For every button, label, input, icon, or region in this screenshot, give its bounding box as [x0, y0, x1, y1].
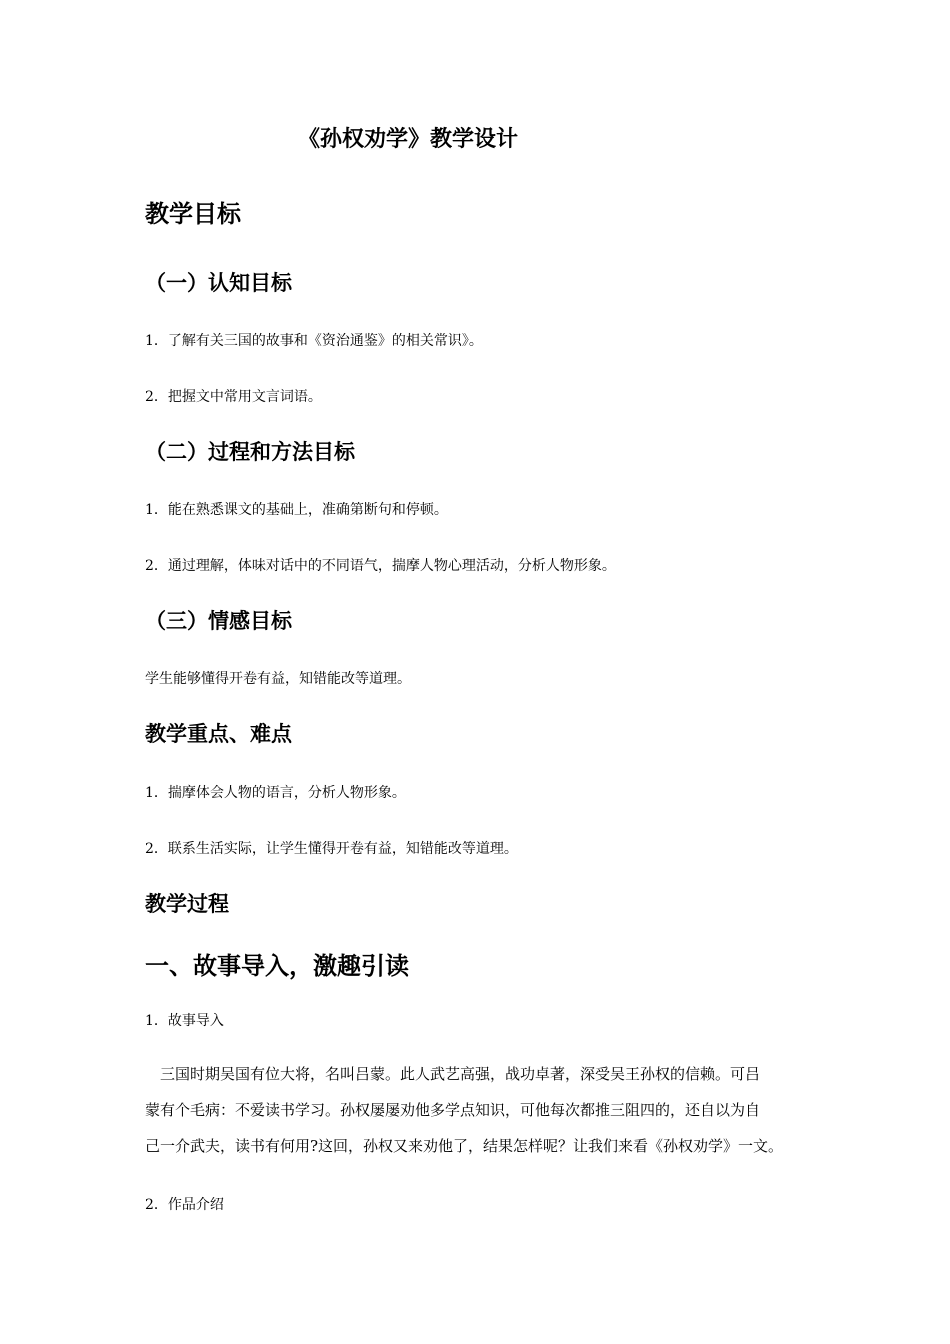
heading-part-one: 一、故事导入，激趣引读 — [145, 952, 409, 980]
document-title: 《孙权劝学》教学设计 — [298, 127, 519, 152]
process-method-item-1: 1．能在熟悉课文的基础上，准确第断句和停顿。 — [145, 502, 448, 518]
cognitive-item-2: 2．把握文中常用文言词语。 — [145, 389, 322, 405]
cognitive-item-1: 1．了解有关三国的故事和《资治通鉴》的相关常识》。 — [145, 333, 483, 349]
heading-objectives: 教学目标 — [145, 200, 241, 228]
story-line-1: 三国时期吴国有位大将，名叫吕蒙。此人武艺高强，战功卓著，深受吴王孙权的信赖。可吕 — [145, 1065, 761, 1083]
work-intro-label: 2．作品介绍 — [145, 1197, 224, 1213]
heading-emotion: （三）情感目标 — [145, 609, 292, 633]
key-point-item-2: 2．联系生活实际，让学生懂得开卷有益，知错能改等道理。 — [145, 841, 518, 857]
process-method-item-2: 2．通过理解，体味对话中的不同语气，揣摩人物心理活动，分析人物形象。 — [145, 558, 616, 574]
emotion-text: 学生能够懂得开卷有益，知错能改等道理。 — [145, 671, 411, 687]
story-line-3: 己一介武夫，读书有何用?这回，孙权又来劝他了，结果怎样呢？让我们来看《孙权劝学》一文。 — [145, 1137, 784, 1155]
key-point-item-1: 1．揣摩体会人物的语言，分析人物形象。 — [145, 785, 406, 801]
heading-teaching-process: 教学过程 — [145, 892, 229, 916]
story-line-2: 蒙有个毛病：不爱读书学习。孙权屡屡劝他多学点知识，可他每次都推三阻四的，还自以为自 — [145, 1101, 761, 1119]
heading-cognitive: （一）认知目标 — [145, 271, 292, 295]
heading-key-points: 教学重点、难点 — [145, 722, 292, 746]
heading-process-method: （二）过程和方法目标 — [145, 440, 355, 464]
story-intro-label: 1．故事导入 — [145, 1013, 224, 1029]
